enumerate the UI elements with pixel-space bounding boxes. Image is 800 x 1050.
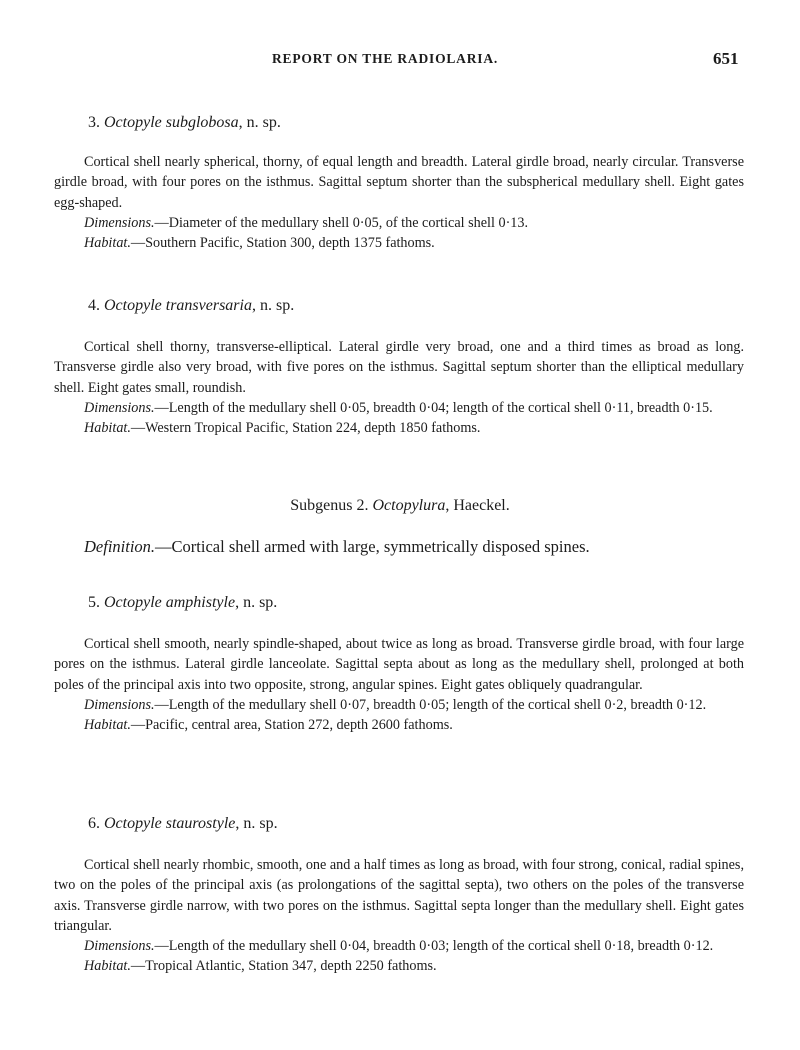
species-description: Cortical shell nearly rhombic, smooth, one and a half times as long as broad, with four strong, conical, radial spines, two on the poles of the principal axis (as prolongations of the sagittal septa), two others on the poles of the transverse axis. Transverse girdle narrow, with two pores on the isthmus. Sagittal septa longer than the medullary shell. Eight gates triangular. bbox=[54, 857, 744, 934]
species-suffix: , n. sp. bbox=[238, 114, 281, 131]
species-suffix: , n. sp. bbox=[251, 297, 295, 314]
species-number: 4. bbox=[88, 297, 100, 314]
habitat-label: Habitat. bbox=[84, 235, 131, 252]
species-name: Octopyle staurostyle bbox=[104, 815, 236, 832]
habitat-label: Habitat. bbox=[84, 717, 131, 734]
definition-line bbox=[84, 537, 590, 557]
subgenus-suffix: , Haeckel. bbox=[445, 497, 510, 514]
dimensions-line bbox=[54, 936, 744, 956]
species-heading bbox=[88, 594, 744, 612]
habitat-line bbox=[54, 233, 744, 253]
species-number: 5. bbox=[88, 594, 100, 611]
species-name: Octopyle transversaria bbox=[104, 297, 252, 314]
dimensions-text: —Length of the medullary shell 0·07, breadth 0·05; length of the cortical shell 0·2, breadth 0·12. bbox=[154, 696, 707, 713]
dimensions-label: Dimensions. bbox=[84, 214, 155, 231]
species-heading bbox=[88, 815, 744, 833]
species-entry-5 bbox=[54, 594, 744, 735]
habitat-text: —Tropical Atlantic, Station 347, depth 2250 fathoms. bbox=[130, 958, 437, 975]
running-head: REPORT ON THE RADIOLARIA. bbox=[272, 51, 499, 66]
dimensions-line bbox=[54, 695, 744, 715]
species-heading bbox=[88, 114, 744, 132]
species-suffix: , n. sp. bbox=[235, 594, 278, 611]
dimensions-text: —Length of the medullary shell 0·04, breadth 0·03; length of the cortical shell 0·18, breadth 0·12. bbox=[154, 938, 714, 955]
habitat-line bbox=[54, 418, 744, 438]
dimensions-label: Dimensions. bbox=[84, 696, 155, 713]
habitat-label: Habitat. bbox=[84, 420, 131, 437]
species-entry-4 bbox=[54, 297, 744, 438]
dimensions-text: —Length of the medullary shell 0·05, breadth 0·04; length of the cortical shell 0·11, breadth 0·15. bbox=[154, 399, 713, 416]
species-number: 6. bbox=[88, 815, 100, 832]
habitat-text: —Western Tropical Pacific, Station 224, depth 1850 fathoms. bbox=[130, 420, 481, 437]
species-number: 3. bbox=[88, 114, 100, 131]
subgenus-name: Octopylura bbox=[372, 497, 446, 514]
species-description: Cortical shell thorny, transverse-elliptical. Lateral girdle very broad, one and a third times as broad as long. Transverse girdle also very broad, with five pores on the isthmus. Sagittal septum shorter than the elliptical medullary shell. Eight gates small, roundish. bbox=[54, 339, 744, 396]
subgenus-prefix: Subgenus 2. bbox=[290, 497, 369, 514]
habitat-text: —Southern Pacific, Station 300, depth 1375 fathoms. bbox=[130, 235, 435, 252]
subgenus-heading bbox=[0, 497, 800, 515]
habitat-label: Habitat. bbox=[84, 958, 131, 975]
species-description: Cortical shell nearly spherical, thorny, of equal length and breadth. Lateral girdle broad, nearly circular. Transverse girdle broad, with four pores on the isthmus. Sagittal septum shorter than the subspherical medullary shell. Eight gates egg-shaped. bbox=[54, 154, 744, 211]
definition-label: Definition. bbox=[84, 537, 156, 556]
dimensions-line bbox=[54, 213, 744, 233]
definition-text: —Cortical shell armed with large, symmetrically disposed spines. bbox=[155, 537, 590, 556]
dimensions-text: —Diameter of the medullary shell 0·05, of the cortical shell 0·13. bbox=[154, 214, 529, 231]
species-name: Octopyle amphistyle bbox=[104, 594, 236, 611]
species-heading bbox=[88, 297, 744, 315]
habitat-text: —Pacific, central area, Station 272, depth 2600 fathoms. bbox=[130, 717, 453, 734]
species-name: Octopyle subglobosa bbox=[104, 114, 239, 131]
page-number: 651 bbox=[713, 49, 739, 68]
dimensions-label: Dimensions. bbox=[84, 938, 155, 955]
dimensions-line bbox=[54, 398, 744, 418]
species-description: Cortical shell smooth, nearly spindle-shaped, about twice as long as broad. Transverse girdle broad, with four large pores on the isthmus. Lateral girdle lanceolate. Sagittal septa about as long as the medullary shell, prolonged at both poles of the principal axis into two opposite, strong, angular spines. Eight gates obliquely quadrangular. bbox=[54, 636, 744, 693]
habitat-line bbox=[54, 956, 744, 976]
species-entry-3 bbox=[54, 114, 744, 253]
dimensions-label: Dimensions. bbox=[84, 399, 155, 416]
habitat-line bbox=[54, 715, 744, 735]
species-suffix: , n. sp. bbox=[235, 815, 278, 832]
species-entry-6 bbox=[54, 815, 744, 977]
